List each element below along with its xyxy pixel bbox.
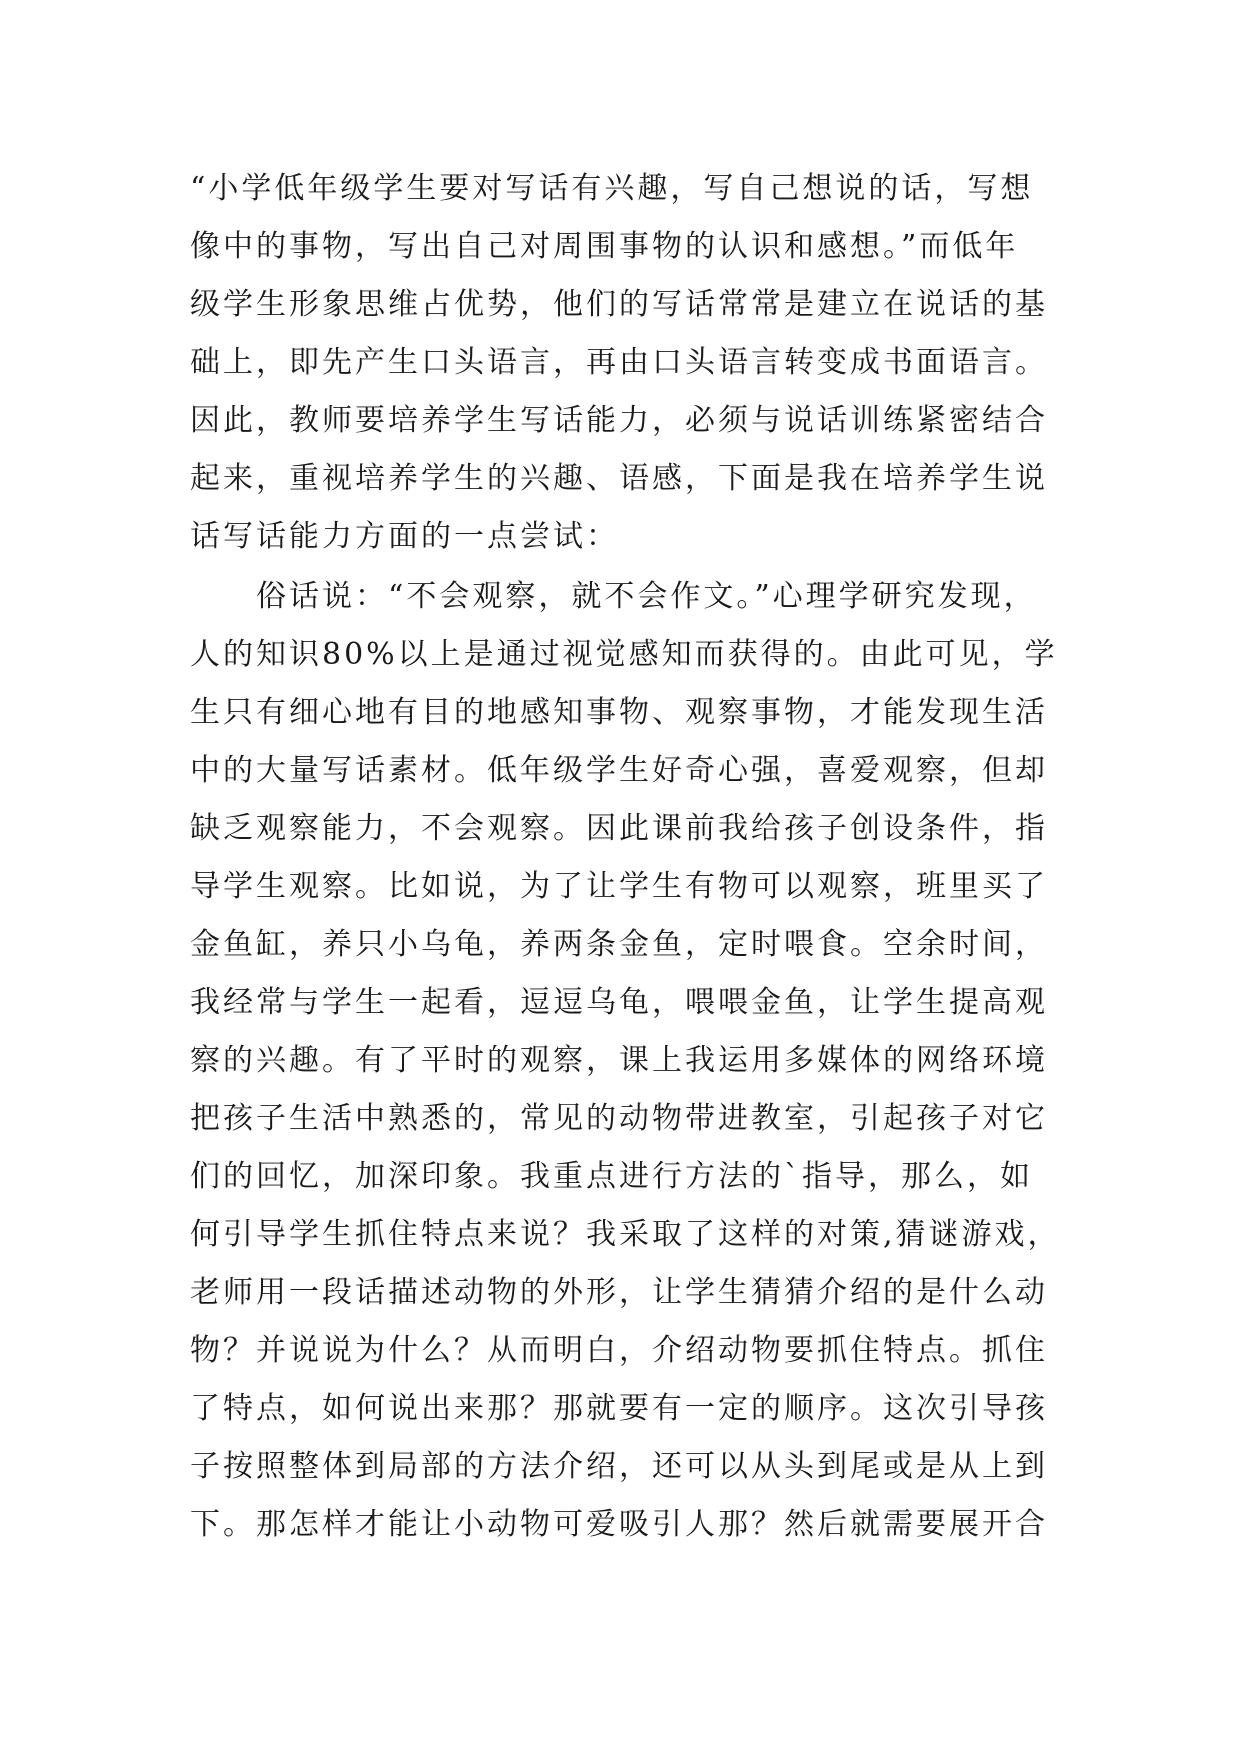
text-line: 生只有细心地有目的地感知事物、观察事物，才能发现生活 (190, 695, 1048, 730)
text-line: 缺乏观察能力，不会观察。因此课前我给孩子创设条件，指 (190, 811, 1048, 846)
text-line: 导学生观察。比如说，为了让学生有物可以观察，班里买了 (190, 869, 1048, 904)
text-line: 了特点，如何说出来那？那就要有一定的顺序。这次引导孩 (190, 1391, 1048, 1426)
text-line: 俗话说：“不会观察，就不会作文。”心理学研究发现， (190, 579, 1037, 614)
text-line: 起来，重视培养学生的兴趣、语感，下面是我在培养学生说 (190, 461, 1048, 496)
paragraph-intro (190, 160, 1070, 566)
text-line: 金鱼缸，养只小乌龟，养两条金鱼，定时喂食。空余时间， (190, 927, 1048, 962)
text-line: 础上，即先产生口头语言，再由口头语言转变成书面语言。 (190, 345, 1048, 380)
text-line: 级学生形象思维占优势，他们的写话常常是建立在说话的基 (190, 287, 1048, 322)
paragraph-observation (190, 568, 1070, 1554)
text-line: 因此，教师要培养学生写话能力，必须与说话训练紧密结合 (190, 403, 1048, 438)
text-line: 察的兴趣。有了平时的观察，课上我运用多媒体的网络环境 (190, 1043, 1048, 1078)
text-line: 老师用一段话描述动物的外形，让学生猜猜介绍的是什么动 (190, 1275, 1048, 1310)
text-line: 物？并说说为什么？从而明白，介绍动物要抓住特点。抓住 (190, 1333, 1048, 1368)
text-line: 人的知识80%以上是通过视觉感知而获得的。由此可见，学 (190, 637, 1058, 672)
text-line: 把孩子生活中熟悉的，常见的动物带进教室，引起孩子对它 (190, 1101, 1048, 1136)
text-line: “小学低年级学生要对写话有兴趣，写自己想说的话，写想 (190, 171, 1034, 206)
text-line: 像中的事物，写出自己对周围事物的认识和感想。”而低年 (190, 229, 1019, 264)
text-line: 子按照整体到局部的方法介绍，还可以从头到尾或是从上到 (190, 1449, 1048, 1484)
text-line: 们的回忆，加深印象。我重点进行方法的`指导，那么，如 (190, 1159, 1033, 1194)
text-line: 我经常与学生一起看，逗逗乌龟，喂喂金鱼，让学生提高观 (190, 985, 1048, 1020)
text-line: 下。那怎样才能让小动物可爱吸引人那？然后就需要展开合 (190, 1507, 1048, 1542)
text-line: 话写话能力方面的一点尝试： (190, 519, 619, 554)
text-line: 中的大量写话素材。低年级学生好奇心强，喜爱观察，但却 (190, 753, 1048, 788)
text-line: 何引导学生抓住特点来说？我采取了这样的对策,猜谜游戏， (190, 1217, 1061, 1252)
